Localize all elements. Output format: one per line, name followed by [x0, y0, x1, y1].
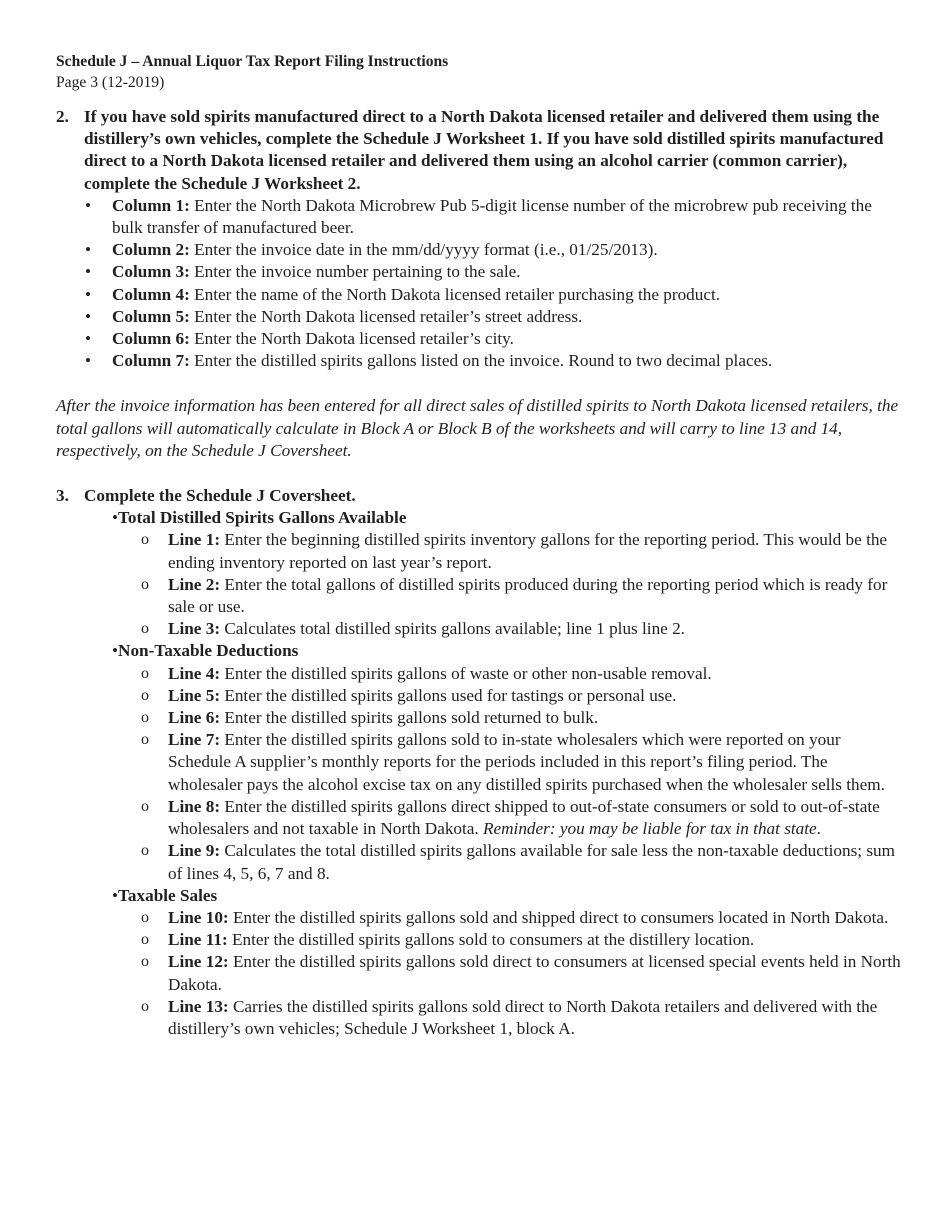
coversheet-group — [84, 507, 901, 640]
line-list — [84, 907, 901, 1040]
sub-bullet-icon: o — [141, 842, 149, 860]
column-text: Enter the North Dakota licensed retailer’s city. — [189, 329, 514, 349]
column-text: Enter the North Dakota Microbrew Pub 5-digit license number of the microbrew pub receiving the bulk transfer of manufactured beer. — [112, 195, 872, 238]
coversheet-group — [84, 640, 901, 884]
bullet-icon: • — [112, 885, 119, 905]
column-item — [84, 239, 901, 261]
column-text: Enter the name of the North Dakota licensed retailer purchasing the product. — [189, 284, 721, 304]
line-text: Enter the beginning distilled spirits inventory gallons for the reporting period. This would be the ending inventory reported on last year’s report. — [168, 530, 888, 572]
section-2-intro: If you have sold spirits manufactured direct to a North Dakota licensed retailer and delivered them using the distillery’s own vehicles, complete the Schedule J Worksheet 1. If you have sold distilled spirits manufactured direct to a North Dakota licensed retailer and delivered them using an alcohol carrier (common carrier), complete the Schedule J Worksheet 2. — [84, 107, 884, 193]
line-label: Line 9: — [168, 841, 221, 861]
line-label: Line 12: — [168, 952, 229, 972]
sub-bullet-icon: o — [141, 664, 149, 682]
column-label: Column 7: — [112, 351, 190, 371]
line-reminder: Reminder: you may be liable for tax in that state — [483, 819, 817, 839]
column-item — [84, 350, 901, 372]
column-item — [84, 195, 901, 239]
sub-bullet-icon: o — [141, 709, 149, 727]
line-item — [84, 907, 901, 929]
section-3 — [56, 485, 901, 507]
line-label: Line 13: — [168, 996, 229, 1016]
line-item — [84, 840, 901, 884]
line-text: Carries the distilled spirits gallons sold direct to North Dakota retailers and delivered with the distillery’s own vehicles; Schedule J Worksheet 1, block A. — [168, 996, 878, 1038]
document-title: Schedule J – Annual Liquor Tax Report Filing Instructions — [56, 53, 449, 70]
group-heading: Taxable Sales — [118, 885, 218, 905]
sub-bullet-icon: o — [141, 908, 149, 926]
column-label: Column 1: — [112, 195, 190, 215]
group-heading: Total Distilled Spirits Gallons Available — [118, 508, 407, 528]
line-text: Calculates total distilled spirits gallons available; line 1 plus line 2. — [220, 619, 685, 639]
column-label: Column 5: — [112, 306, 190, 326]
sub-bullet-icon: o — [141, 997, 149, 1015]
column-item — [84, 306, 901, 328]
column-text: Enter the invoice number pertaining to the sale. — [189, 262, 521, 282]
line-text: Enter the distilled spirits gallons sold and shipped direct to consumers located in North Dakota. — [228, 907, 889, 927]
column-item — [84, 261, 901, 283]
section-2-number: 2. — [56, 107, 69, 126]
line-label: Line 10: — [168, 907, 229, 927]
line-text: Enter the distilled spirits gallons sold to consumers at the distillery location. — [227, 930, 755, 950]
column-text: Enter the distilled spirits gallons listed on the invoice. Round to two decimal places. — [189, 351, 773, 371]
column-label: Column 3: — [112, 262, 190, 282]
sub-bullet-icon: o — [141, 575, 149, 593]
line-item — [84, 707, 901, 729]
section-3-number: 3. — [56, 486, 69, 506]
line-label: Line 7: — [168, 730, 221, 750]
line-text: Enter the distilled spirits gallons sold direct to consumers at licensed special events held in North Dakota. — [168, 952, 901, 994]
line-label: Line 1: — [168, 530, 221, 550]
bullet-icon: • — [85, 306, 92, 326]
line-label: Line 8: — [168, 796, 221, 816]
line-item — [84, 663, 901, 685]
line-item — [84, 796, 901, 840]
section-3-title: Complete the Schedule J Coversheet. — [84, 486, 356, 506]
line-label: Line 11: — [168, 930, 228, 950]
column-list — [84, 195, 901, 373]
document-page — [56, 51, 901, 1040]
line-text: Enter the distilled spirits gallons sold to in-state wholesalers which were reported on your Schedule A supplier’s monthly reports for the periods included in this report’s filing period. The wholesaler pays the alcohol excise tax on any distilled spirits purchased when the wholesaler sells them. — [168, 730, 885, 794]
coversheet-group — [84, 885, 901, 1040]
sub-bullet-icon: o — [141, 797, 149, 815]
line-item — [84, 685, 901, 707]
line-item — [84, 574, 901, 618]
sub-bullet-icon: o — [141, 531, 149, 549]
line-text: Enter the distilled spirits gallons sold returned to bulk. — [220, 708, 599, 728]
sub-bullet-icon: o — [141, 620, 149, 638]
line-label: Line 4: — [168, 663, 221, 683]
line-tail: . — [816, 819, 821, 839]
line-text: Enter the distilled spirits gallons of waste or other non-usable removal. — [220, 663, 712, 683]
line-label: Line 3: — [168, 619, 221, 639]
column-label: Column 4: — [112, 284, 190, 304]
page-number: Page 3 (12-2019) — [56, 74, 165, 91]
bullet-icon: • — [85, 284, 92, 304]
line-item — [84, 929, 901, 951]
coversheet-groups — [56, 507, 901, 1040]
line-text: Enter the total gallons of distilled spirits produced during the reporting period which is ready for sale or use. — [168, 574, 888, 617]
column-text: Enter the North Dakota licensed retailer’s street address. — [189, 306, 583, 326]
bullet-icon: • — [85, 240, 92, 260]
line-label: Line 5: — [168, 685, 221, 705]
line-label: Line 2: — [168, 574, 221, 594]
bullet-icon: • — [85, 262, 92, 282]
sub-bullet-icon: o — [141, 731, 149, 749]
bullet-icon: • — [85, 351, 92, 371]
sub-bullet-icon: o — [141, 953, 149, 971]
line-item — [84, 618, 901, 640]
column-item — [84, 284, 901, 306]
column-label: Column 2: — [112, 240, 190, 260]
line-text: Enter the distilled spirits gallons direct shipped to out-of-state consumers or sold to out-of-state wholesalers and not taxable in North Dakota. — [168, 796, 880, 839]
column-text: Enter the invoice date in the mm/dd/yyyy format (i.e., 01/25/2013). — [189, 240, 658, 260]
line-item — [84, 996, 901, 1040]
bullet-icon: • — [85, 329, 92, 349]
column-label: Column 6: — [112, 329, 190, 349]
line-label: Line 6: — [168, 708, 221, 728]
worksheet-note: After the invoice information has been entered for all direct sales of distilled spirits to North Dakota licensed retailers, the total gallons will automatically calculate in Block A or Block B of the worksheets and will carry to line 13 and 14, respectively, on the Schedule J Coversheet. — [56, 396, 899, 460]
group-heading: Non-Taxable Deductions — [118, 641, 299, 661]
bullet-icon: • — [112, 641, 119, 661]
section-2 — [56, 106, 901, 372]
column-item — [84, 328, 901, 350]
sub-bullet-icon: o — [141, 931, 149, 949]
bullet-icon: • — [112, 508, 119, 528]
line-list — [84, 663, 901, 885]
line-item — [84, 951, 901, 995]
sub-bullet-icon: o — [141, 686, 149, 704]
bullet-icon: • — [85, 195, 92, 215]
line-item — [84, 729, 901, 796]
line-text: Enter the distilled spirits gallons used for tastings or personal use. — [220, 685, 677, 705]
line-item — [84, 529, 901, 573]
line-list — [84, 529, 901, 640]
line-text: Calculates the total distilled spirits gallons available for sale less the non-taxable deductions; sum of lines 4, 5, 6, 7 and 8. — [168, 841, 895, 883]
